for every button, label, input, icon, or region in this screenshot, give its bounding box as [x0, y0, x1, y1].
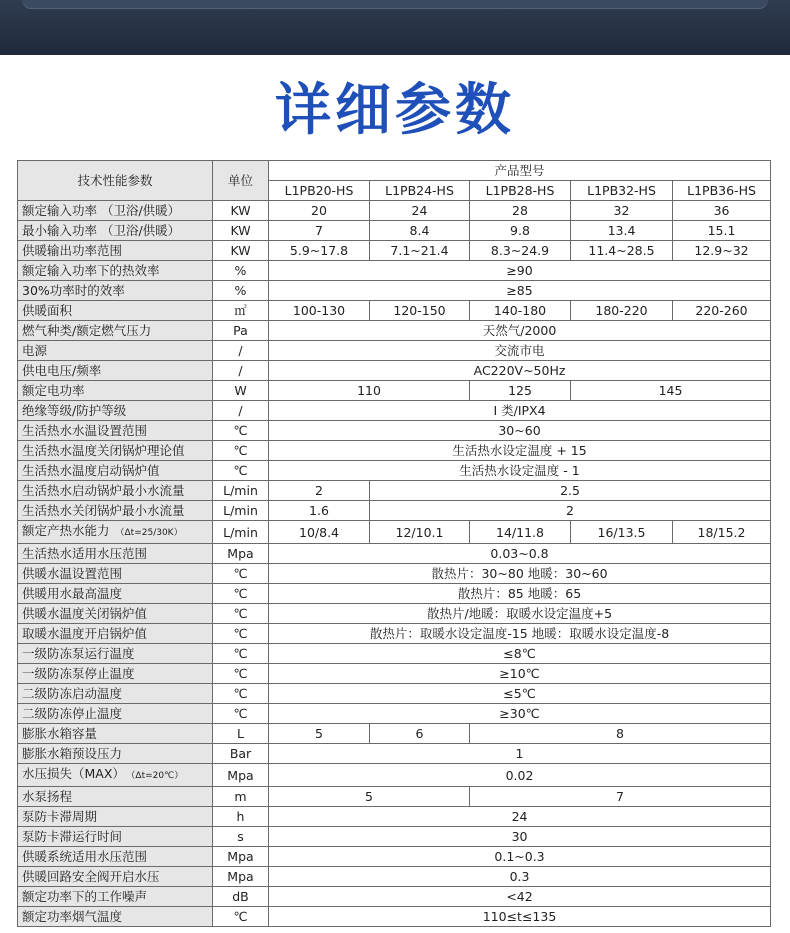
value-cell: 5 — [269, 787, 470, 807]
table-row — [18, 604, 771, 624]
param-name-text: 供暖用水最高温度 — [22, 586, 123, 601]
param-name-text: 二级防冻启动温度 — [22, 686, 123, 701]
param-name-text: 额定产热水能力 — [22, 523, 110, 538]
value-cell: 0.03~0.8 — [269, 544, 771, 564]
param-name — [18, 481, 213, 501]
table-row — [18, 887, 771, 907]
param-name-text: 额定输入功率下的热效率 — [22, 263, 160, 278]
param-name — [18, 764, 213, 787]
param-name — [18, 867, 213, 887]
param-name — [18, 201, 213, 221]
unit-cell: Pa — [213, 321, 269, 341]
unit-cell: / — [213, 401, 269, 421]
table-row — [18, 807, 771, 827]
value-cell: 2 — [269, 481, 370, 501]
value-cell: 2 — [370, 501, 771, 521]
param-name — [18, 441, 213, 461]
unit-cell: ℃ — [213, 684, 269, 704]
model-header: L1PB36-HS — [673, 181, 771, 201]
value-cell: 145 — [571, 381, 771, 401]
page-title: 详细参数 — [275, 78, 515, 143]
unit-cell: ㎡ — [213, 301, 269, 321]
value-cell: 2.5 — [370, 481, 771, 501]
param-name-text: 生活热水水温设置范围 — [22, 423, 148, 438]
param-name — [18, 584, 213, 604]
unit-cell: % — [213, 261, 269, 281]
value-cell: 11.4~28.5 — [571, 241, 673, 261]
param-name — [18, 381, 213, 401]
value-cell: ≥30℃ — [269, 704, 771, 724]
param-name — [18, 604, 213, 624]
value-cell: ≤5℃ — [269, 684, 771, 704]
value-cell: 12/10.1 — [370, 521, 470, 544]
unit-cell: Mpa — [213, 867, 269, 887]
param-name — [18, 261, 213, 281]
param-name — [18, 241, 213, 261]
unit-cell: s — [213, 827, 269, 847]
table-row — [18, 521, 771, 544]
param-name — [18, 461, 213, 481]
param-name — [18, 321, 213, 341]
unit-cell: ℃ — [213, 907, 269, 927]
param-name-text: 30%功率时的效率 — [22, 283, 125, 298]
param-name-text: 最小输入功率 （卫浴/供暖） — [22, 223, 181, 238]
param-name-text: 泵防卡滞运行时间 — [22, 829, 123, 844]
table-row — [18, 241, 771, 261]
param-name-text: 生活热水启动锅炉最小水流量 — [22, 483, 185, 498]
param-name — [18, 644, 213, 664]
value-cell: 1.6 — [269, 501, 370, 521]
param-name — [18, 544, 213, 564]
unit-cell: L/min — [213, 501, 269, 521]
param-name — [18, 744, 213, 764]
param-name-text: 生活热水温度启动锅炉值 — [22, 463, 160, 478]
param-name — [18, 221, 213, 241]
param-name-text: 供暖面积 — [22, 303, 73, 318]
table-row — [18, 764, 771, 787]
table-row — [18, 421, 771, 441]
param-name-text: 一级防冻泵停止温度 — [22, 666, 135, 681]
param-name-note: （Δt=25/30K） — [115, 528, 183, 538]
value-cell: 125 — [470, 381, 571, 401]
value-cell: 24 — [269, 807, 771, 827]
unit-cell: ℃ — [213, 704, 269, 724]
param-name — [18, 521, 213, 544]
unit-cell: ℃ — [213, 421, 269, 441]
param-name — [18, 501, 213, 521]
unit-cell: Bar — [213, 744, 269, 764]
unit-cell: KW — [213, 241, 269, 261]
table-row — [18, 461, 771, 481]
param-name — [18, 787, 213, 807]
value-cell: 12.9~32 — [673, 241, 771, 261]
value-cell: 8.4 — [370, 221, 470, 241]
param-name — [18, 704, 213, 724]
value-cell: ≥85 — [269, 281, 771, 301]
param-name-text: 额定电功率 — [22, 383, 85, 398]
unit-cell: ℃ — [213, 604, 269, 624]
param-name — [18, 301, 213, 321]
param-name — [18, 421, 213, 441]
unit-cell: h — [213, 807, 269, 827]
value-cell: ≥90 — [269, 261, 771, 281]
value-cell: 1 — [269, 744, 771, 764]
unit-cell: ℃ — [213, 624, 269, 644]
value-cell: 9.8 — [470, 221, 571, 241]
unit-cell: ℃ — [213, 644, 269, 664]
param-name-text: 膨胀水箱容量 — [22, 726, 98, 741]
value-cell: AC220V~50Hz — [269, 361, 771, 381]
unit-cell: % — [213, 281, 269, 301]
unit-cell: Mpa — [213, 847, 269, 867]
unit-header: 单位 — [213, 161, 269, 201]
param-name — [18, 684, 213, 704]
value-cell: 0.1~0.3 — [269, 847, 771, 867]
table-row — [18, 744, 771, 764]
value-cell: 10/8.4 — [269, 521, 370, 544]
param-name — [18, 664, 213, 684]
value-cell: 32 — [571, 201, 673, 221]
value-cell: <42 — [269, 887, 771, 907]
value-cell: 15.1 — [673, 221, 771, 241]
value-cell: 120-150 — [370, 301, 470, 321]
table-row — [18, 201, 771, 221]
table-row — [18, 827, 771, 847]
value-cell: 24 — [370, 201, 470, 221]
param-name-text: 生活热水温度关闭锅炉理论值 — [22, 443, 185, 458]
value-cell: 散热片：取暖水设定温度-15 地暖：取暖水设定温度-8 — [269, 624, 771, 644]
table-row — [18, 301, 771, 321]
unit-cell: / — [213, 361, 269, 381]
unit-cell: W — [213, 381, 269, 401]
value-cell: 28 — [470, 201, 571, 221]
value-cell: 13.4 — [571, 221, 673, 241]
value-cell: 8.3~24.9 — [470, 241, 571, 261]
table-row — [18, 664, 771, 684]
param-name-text: 供电电压/频率 — [22, 363, 102, 378]
table-row — [18, 787, 771, 807]
param-name-text: 绝缘等级/防护等级 — [22, 403, 127, 418]
top-banner — [0, 0, 790, 55]
table-row — [18, 564, 771, 584]
value-cell: 30 — [269, 827, 771, 847]
value-cell: ≥10℃ — [269, 664, 771, 684]
param-name — [18, 847, 213, 867]
table-row — [18, 221, 771, 241]
param-name-text: 一级防冻泵运行温度 — [22, 646, 135, 661]
value-cell: 散热片/地暖：取暖水设定温度+5 — [269, 604, 771, 624]
param-name-text: 额定功率烟气温度 — [22, 909, 123, 924]
param-name-text: 供暖水温度关闭锅炉值 — [22, 606, 148, 621]
value-cell: I 类/IPX4 — [269, 401, 771, 421]
value-cell: 6 — [370, 724, 470, 744]
value-cell: 100-130 — [269, 301, 370, 321]
table-row — [18, 401, 771, 421]
table-row — [18, 381, 771, 401]
value-cell: ≤8℃ — [269, 644, 771, 664]
param-name — [18, 401, 213, 421]
value-cell: 0.3 — [269, 867, 771, 887]
table-row — [18, 261, 771, 281]
param-name-text: 膨胀水箱预设压力 — [22, 746, 123, 761]
param-name-text: 水泵扬程 — [22, 789, 73, 804]
unit-cell: L/min — [213, 481, 269, 501]
param-name-text: 供暖水温设置范围 — [22, 566, 123, 581]
value-cell: 交流市电 — [269, 341, 771, 361]
param-name-text: 生活热水关闭锅炉最小水流量 — [22, 503, 185, 518]
param-name-text: 供暖回路安全阀开启水压 — [22, 869, 160, 884]
value-cell: 180-220 — [571, 301, 673, 321]
table-row — [18, 441, 771, 461]
value-cell: 7.1~21.4 — [370, 241, 470, 261]
value-cell: 14/11.8 — [470, 521, 571, 544]
value-cell: 散热片：85 地暖：65 — [269, 584, 771, 604]
value-cell: 生活热水设定温度 + 15 — [269, 441, 771, 461]
unit-cell: ℃ — [213, 564, 269, 584]
unit-cell: ℃ — [213, 664, 269, 684]
param-name-text: 供暖系统适用水压范围 — [22, 849, 148, 864]
table-row — [18, 704, 771, 724]
table-row — [18, 481, 771, 501]
value-cell: 7 — [269, 221, 370, 241]
param-name — [18, 341, 213, 361]
param-name-text: 水压损失（MAX） — [22, 766, 125, 781]
param-name — [18, 624, 213, 644]
param-name — [18, 887, 213, 907]
table-row — [18, 684, 771, 704]
param-name-text: 取暖水温度开启锅炉值 — [22, 626, 148, 641]
param-name — [18, 807, 213, 827]
value-cell: 220-260 — [673, 301, 771, 321]
unit-cell: m — [213, 787, 269, 807]
param-name-text: 泵防卡滞周期 — [22, 809, 98, 824]
table-row — [18, 584, 771, 604]
header-row — [18, 161, 771, 181]
unit-cell: KW — [213, 201, 269, 221]
table-row — [18, 624, 771, 644]
unit-cell: ℃ — [213, 461, 269, 481]
param-name-text: 额定输入功率 （卫浴/供暖） — [22, 203, 181, 218]
unit-cell: KW — [213, 221, 269, 241]
unit-cell: ℃ — [213, 584, 269, 604]
param-name — [18, 724, 213, 744]
table-row — [18, 867, 771, 887]
table-row — [18, 281, 771, 301]
model-header: L1PB20-HS — [269, 181, 370, 201]
table-row — [18, 321, 771, 341]
value-cell: 110≤t≤135 — [269, 907, 771, 927]
table-row — [18, 907, 771, 927]
value-cell: 天然气/2000 — [269, 321, 771, 341]
table-row — [18, 361, 771, 381]
model-header: L1PB32-HS — [571, 181, 673, 201]
param-name-text: 燃气种类/额定燃气压力 — [22, 323, 152, 338]
unit-cell: Mpa — [213, 544, 269, 564]
value-cell: 30~60 — [269, 421, 771, 441]
model-header: L1PB28-HS — [470, 181, 571, 201]
unit-cell: / — [213, 341, 269, 361]
value-cell: 生活热水设定温度 - 1 — [269, 461, 771, 481]
model-group-header: 产品型号 — [269, 161, 771, 181]
value-cell: 7 — [470, 787, 771, 807]
table-row — [18, 544, 771, 564]
value-cell: 140-180 — [470, 301, 571, 321]
table-row — [18, 724, 771, 744]
unit-cell: ℃ — [213, 441, 269, 461]
spec-table — [17, 160, 771, 927]
spec-body — [18, 201, 771, 927]
param-name — [18, 827, 213, 847]
param-name-note: （Δt=20℃） — [130, 771, 184, 781]
value-cell: 散热片：30~80 地暖：30~60 — [269, 564, 771, 584]
value-cell: 18/15.2 — [673, 521, 771, 544]
value-cell: 5 — [269, 724, 370, 744]
param-header: 技术性能参数 — [18, 161, 213, 201]
param-name — [18, 564, 213, 584]
unit-cell: dB — [213, 887, 269, 907]
value-cell: 0.02 — [269, 764, 771, 787]
table-row — [18, 847, 771, 867]
unit-cell: Mpa — [213, 764, 269, 787]
value-cell: 20 — [269, 201, 370, 221]
param-name-text: 供暖输出功率范围 — [22, 243, 123, 258]
param-name-text: 额定功率下的工作噪声 — [22, 889, 148, 904]
param-name-text: 电源 — [22, 343, 48, 358]
model-header: L1PB24-HS — [370, 181, 470, 201]
unit-cell: L — [213, 724, 269, 744]
table-row — [18, 501, 771, 521]
param-name-text: 二级防冻停止温度 — [22, 706, 123, 721]
param-name — [18, 907, 213, 927]
table-row — [18, 341, 771, 361]
value-cell: 110 — [269, 381, 470, 401]
unit-cell: L/min — [213, 521, 269, 544]
value-cell: 36 — [673, 201, 771, 221]
param-name — [18, 281, 213, 301]
banner-bar — [22, 0, 768, 9]
table-row — [18, 644, 771, 664]
value-cell: 5.9~17.8 — [269, 241, 370, 261]
param-name-text: 生活热水适用水压范围 — [22, 546, 148, 561]
value-cell: 16/13.5 — [571, 521, 673, 544]
value-cell: 8 — [470, 724, 771, 744]
param-name — [18, 361, 213, 381]
